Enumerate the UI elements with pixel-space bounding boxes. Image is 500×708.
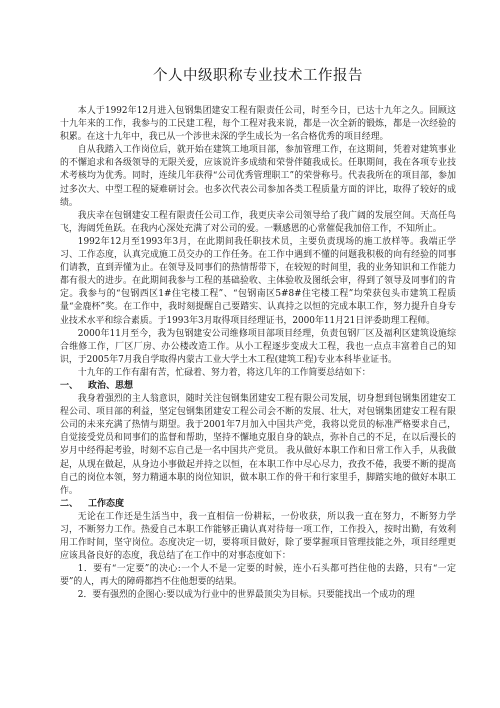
section-heading-politics [60, 380, 456, 393]
paragraph-technician-period: 1992年12月至1993年3月，在此期间我任职技术员，主要负责现场的施工放样等。我端正学习、工作态度，认真完成施工员交办的工作任务。在工作中遇到不懂的问题我积极的向有经验的同事们请教，直到弄懂为止。在领导及同事们的热情帮带下，在较短的时间里，我的业务知识和工作能力都有很大的进步。在此期间我参与工程的基础验收、主体验收及图纸会审，得到了领导及同事们的肯定。我参与的“包钢西区1#住宅楼工程”、“包钢南区5#8#住宅楼工程”均荣获包头市建筑工程质量“金鹿杯”奖。在工作中，我时刻提醒自己要踏实、认真持之以恒的完成本职工作，努力提升自身专业技术水平和综合素质。于1993年3月取得项目经理证书，2000年11月21日评委助理工程师。 [60, 236, 456, 326]
paragraph-gratitude: 我庆幸在包钢建安工程有限责任公司工作，我更庆幸公司领导给了我广阔的发展空间。天高任鸟飞，海阔凭鱼跃。在我内心深处充满了对公司的爱。一颗感恩的心常催促我加倍工作，不知所止。 [60, 210, 456, 234]
paragraph-attitude-point-2: 2．要有强烈的企图心:要以成为行业中的世界最顶尖为目标。只要能找出一个成功的理 [77, 590, 415, 601]
section-title: 政治、思想 [88, 380, 134, 391]
paragraph-project-manager-period: 2000年11月至今，我为包钢建安公司维修项目部项目经理，负责包钢厂区及福利区建筑设施综合维修工作，厂区厂房、办公楼改造工作。从小工程逐步变成大工程，我也一点点丰富着自己的知识，于2005年7月我自学取得内蒙古工业大学土木工程(建筑工程)专业本科毕业证书。 [60, 328, 456, 365]
paragraph-intro: 本人于1992年12月进入包钢集团建安工程有限责任公司，时至今日，已达十九年之久。回顾这十九年来的工作，我参与的工民建工程，每个工程对我来说，都是一次全新的锻炼，都是一次经验的积累。在这十九年中，我已从一个涉世未深的学生成长为一名合格优秀的项目经理。 [60, 106, 456, 143]
document-title: 个人中级职称专业技术工作报告 [153, 68, 363, 84]
paragraph-summary-lead: 十九年的工作有甜有苦，忙碌着、努力着，将这几年的工作简要总结如下： [77, 367, 371, 378]
section-number: 二、 [60, 498, 79, 509]
section-heading-attitude [60, 498, 456, 511]
paragraph-career-start: 自从我踏入工作岗位后，就开始在建筑工地项目部，参加管理工作，在这期间，凭着对建筑事业的不懈追求和各级领导的无限关爱，应该说许多成绩和荣誉伴随我成长。任职期间，我在各项专业技术考核均为优秀。同时，连续几年获得“公司优秀管理职工”的荣誉称号。代表我所在的项目部，参加过多次大、中型工程的疑难研讨会。也多次代表公司参加各类工程质量方面的评比，取得了较好的成绩。 [60, 145, 456, 208]
section-title: 工作态度 [88, 498, 125, 509]
paragraph-attitude-point-1: 1．要有“一定要”的决心:一个人不是一定要的时候，连小石头都可挡住他的去路，只有“一定要”的人，再大的障碍都挡不住他想要的结果。 [60, 564, 456, 588]
section-number: 一、 [60, 380, 79, 391]
paragraph-politics: 我身着强烈的主人翁意识，随时关注包钢集团建安工程有限公司发展，切身想到包钢集团建安工程公司、项目部的利益，坚定包钢集团建安工程公司会不断的发展、壮大，对包钢集团建安工程有限公司的未来充满了热情与期望。我于2001年7月加入中国共产党，我将以党员的标准严格要求自己，自觉接受党员和同事们的监督和帮助，坚持不懈地克服自身的缺点，弥补自己的不足，在以后漫长的岁月中经得起考验，时刻不忘自己是一名中国共产党员。 我从做好本职工作和日常工作入手，从我做起，从现在做起，从身边小事做起并持之以恒，在本职工作中尽心尽力，孜孜不倦，我要不断的提高自己的岗位本领，努力精通本职的岗位知识，做本职工作的骨干和行家里手，脚踏实地的做好本职工作。 [60, 394, 456, 496]
paragraph-attitude: 无论在工作还是生活当中，我一直相信一份耕耘，一份收获，所以我一直在努力，不断努力学习，不断努力工作。热爱自己本职工作能够正确认真对待每一项工作，工作投入，按时出勤，有效利用工作时间，坚守岗位。态度决定一切，要将项目做好，除了要掌握项目管理技能之外，项目经理更应该具备良好的态度，我总结了在工作中的对事态度如下： [60, 511, 456, 562]
